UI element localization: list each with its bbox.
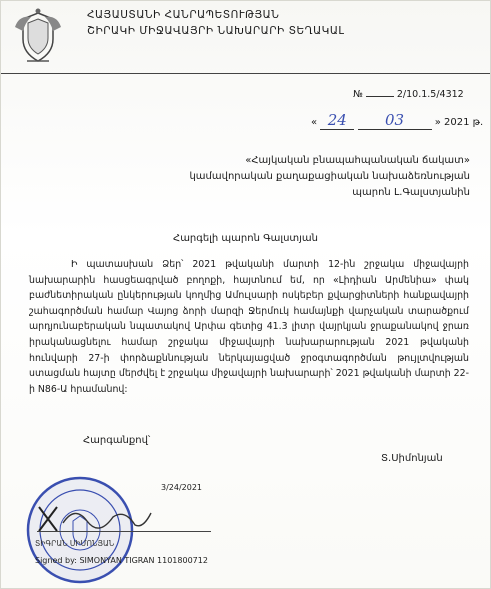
handwritten-signature bbox=[35, 499, 155, 535]
date-month: 03 bbox=[358, 111, 432, 130]
signature-name: ՏԻԳՐԱՆ ՍԻՄՈՆՅԱՆ bbox=[35, 539, 115, 548]
addressee-block: «Հայկական բնապահպանական ճակատ» կամավորական քաղաքացիական նախաձեռնության պարոն Լ.Գալստյանին bbox=[189, 155, 470, 198]
letter-body: Ի պատասխան Ձեր՝ 2021 թվականի մարտի 12-ին շրջակա միջավայրի նախարարին հասցեագրված բողոքի, հայտնում եմ, որ «Լիդիան Արմենիա» փակ բաժնետիրական ընկերության կողմից Ամուլսարի ոսկեբեր քվարցիտների հանքավայրի շահագործման համար Վայոց ձորի մարզի Ջերմուկ համայնքի վարչական տարածքում արդյունաբերական նպատակով Արփա գետից 41.3 լիտր վայրկյան ջրաքանակով ջրառ իրականացնելու համար շրջակա միջավայրի նախարարության 2021 թվականի հունվարի 27-ի փորձաքննության ներկայացված ջրօգտագործման թույլտվության ստացման հայտը մերժվել է շրջակա միջավայրի նախարարի՝ 2021 թվականի մարտի 22-ի N86-Ա հրամանով: bbox=[29, 259, 469, 395]
coat-of-arms-icon bbox=[9, 7, 67, 67]
date-day: 24 bbox=[320, 111, 354, 130]
salutation: Հարգելի պարոն Գալստյան bbox=[173, 233, 318, 244]
header-office: ՇԻՐԱԿԻ ՄԻՋԱՎԱՅՐԻ ՆԱԽԱՐԱՐԻ ՏԵՂԱԿԱԼ bbox=[87, 25, 345, 37]
header-country: ՀԱՅԱՍՏԱՆԻ ՀԱՆՐԱՊԵՏՈՒԹՅԱՆ bbox=[87, 9, 280, 21]
closing: Հարգանքով՝ bbox=[83, 435, 151, 446]
signature-line bbox=[37, 531, 211, 532]
signer-name: Տ.Սիմոնյան bbox=[381, 453, 443, 464]
document-date: « 24 03 » 2021 թ. bbox=[311, 111, 484, 129]
signature-meta: Signed by: SIMONYAN TIGRAN 1101800712 bbox=[35, 556, 208, 565]
registration-number: № 2/10.1.5/4312 bbox=[353, 89, 464, 100]
header-divider bbox=[1, 73, 490, 74]
signature-date: 3/24/2021 bbox=[161, 483, 203, 492]
